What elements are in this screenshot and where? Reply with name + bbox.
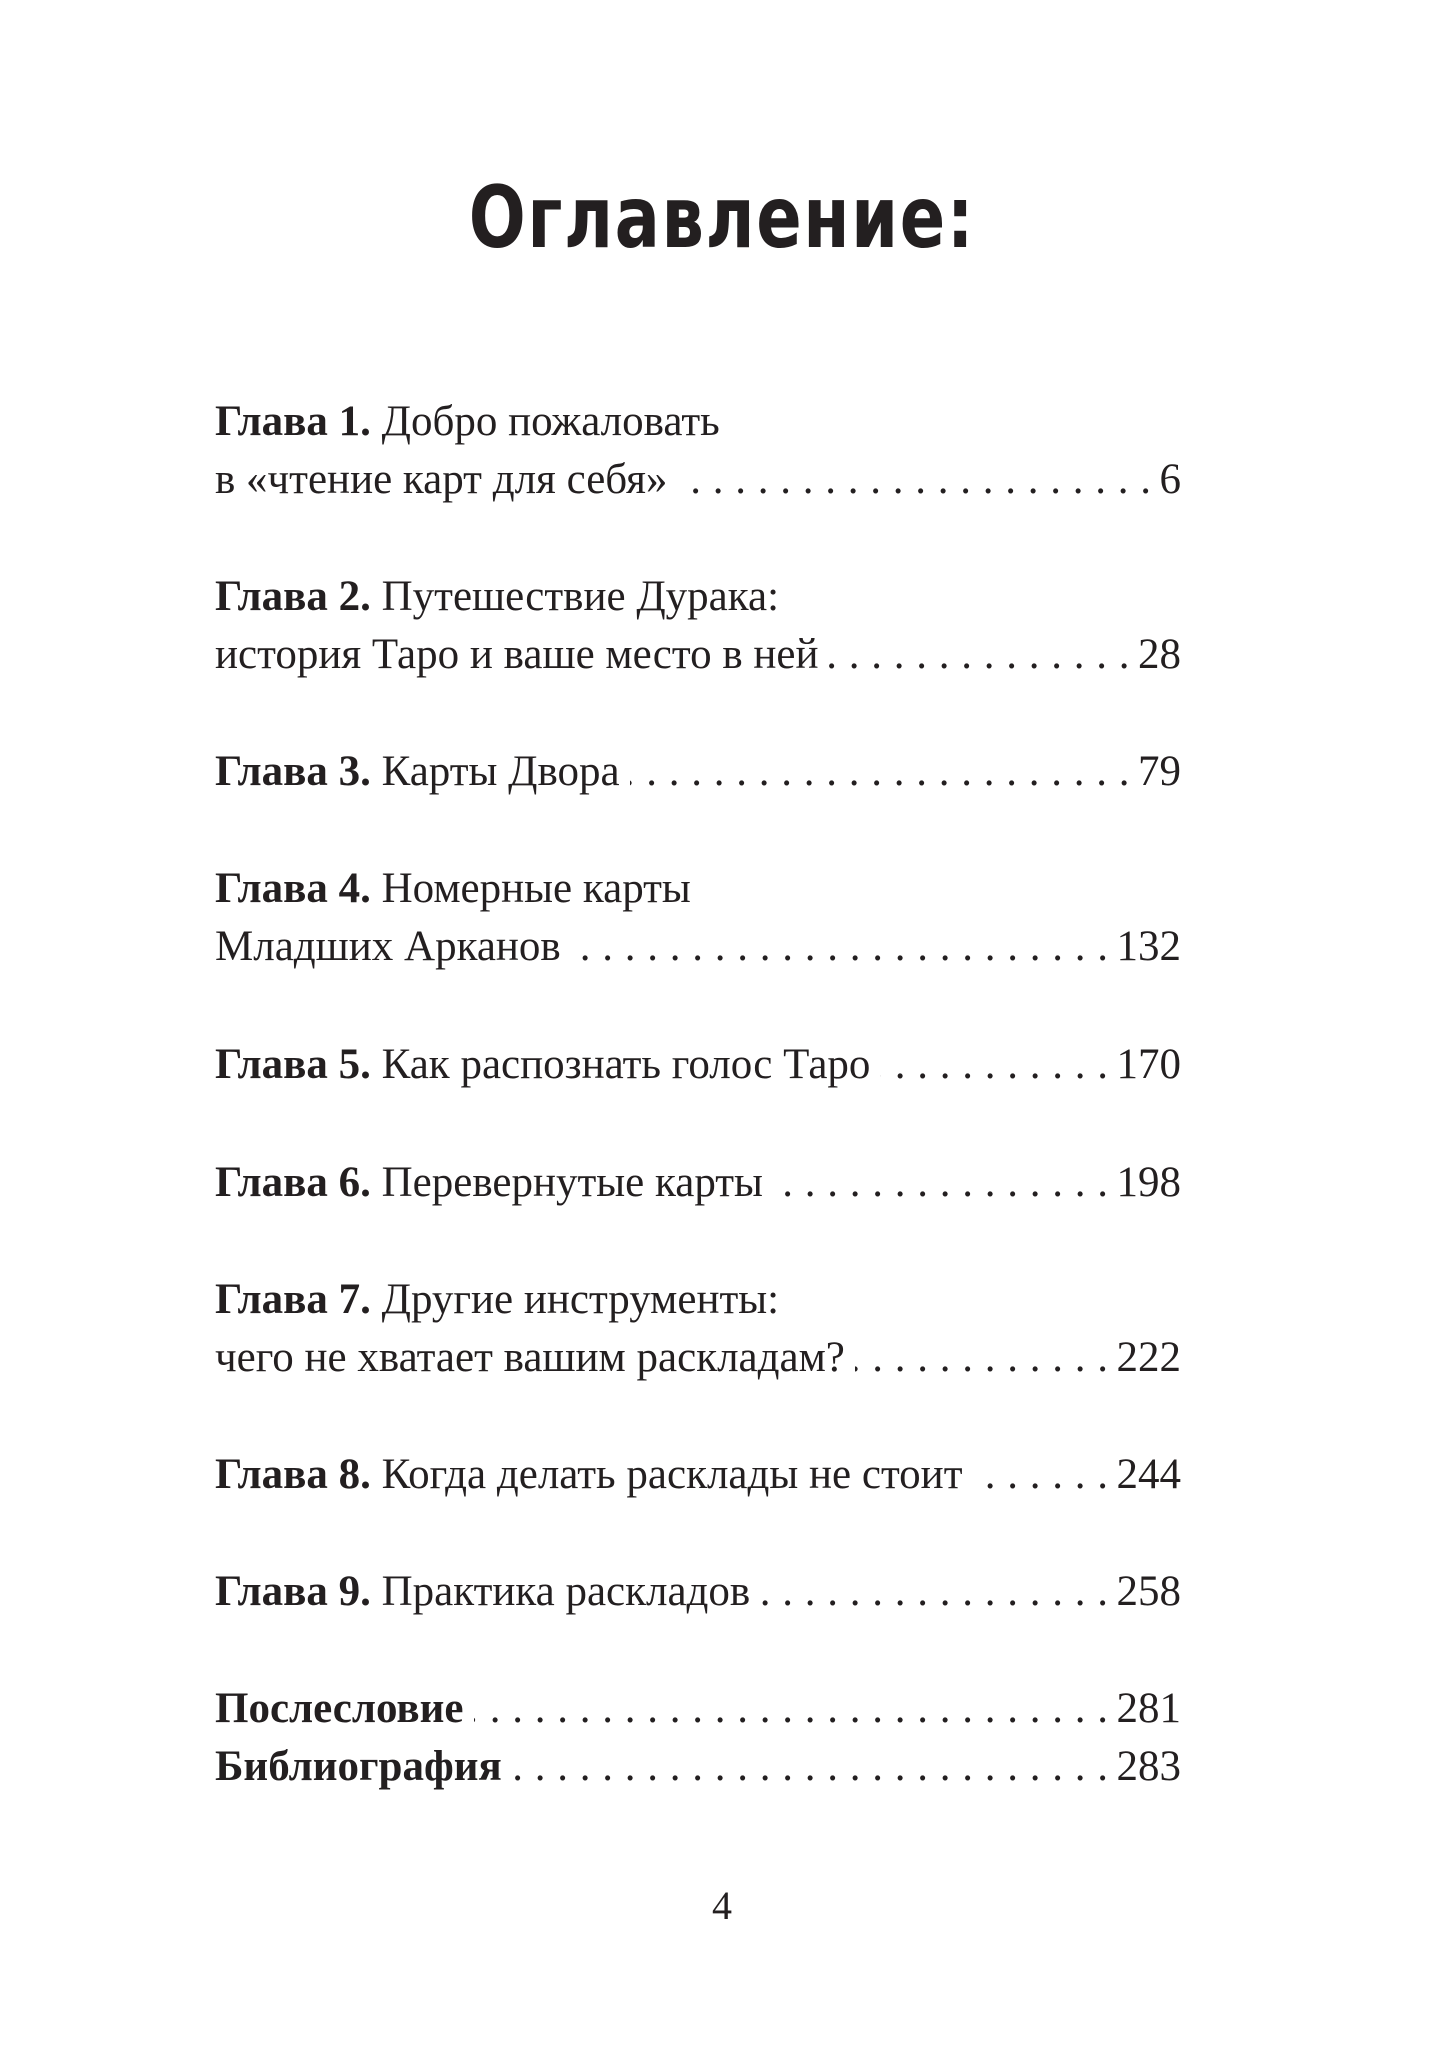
page-ref: 258 bbox=[1116, 1568, 1181, 1615]
page-ref: 283 bbox=[1116, 1743, 1181, 1790]
chapter-title-line-2: в «чтение карт для себя» bbox=[215, 456, 668, 503]
chapter-title-line-1: Другие инструменты: bbox=[381, 1276, 780, 1323]
toc-entry-chapter-1[interactable] bbox=[215, 393, 1181, 509]
toc-entry-chapter-3[interactable] bbox=[215, 743, 1181, 801]
toc-entry-chapter-2[interactable] bbox=[215, 568, 1181, 684]
dot-leader bbox=[760, 1563, 1108, 1621]
chapter-label: Глава 4. bbox=[215, 865, 371, 912]
toc-entry-chapter-5[interactable] bbox=[215, 1036, 1181, 1094]
dot-leader bbox=[855, 1329, 1109, 1387]
page-ref: 281 bbox=[1116, 1685, 1181, 1732]
page-ref: 132 bbox=[1116, 923, 1181, 970]
dot-leader bbox=[630, 743, 1130, 801]
chapter-label: Глава 8. bbox=[215, 1451, 371, 1498]
section-label: Библиография bbox=[215, 1743, 502, 1790]
page-ref: 222 bbox=[1116, 1334, 1181, 1381]
chapter-label: Глава 9. bbox=[215, 1568, 371, 1615]
page-number: 4 bbox=[712, 1883, 732, 1928]
page-ref: 79 bbox=[1138, 748, 1181, 795]
dot-leader bbox=[677, 451, 1151, 509]
chapter-label: Глава 1. bbox=[215, 398, 371, 445]
page-ref: 198 bbox=[1116, 1159, 1181, 1206]
chapter-title-line-1: Добро пожаловать bbox=[381, 398, 720, 445]
toc-entry-chapter-7[interactable] bbox=[215, 1271, 1181, 1387]
chapter-title: Как распознать голос Таро bbox=[381, 1041, 871, 1088]
chapter-title: Перевернутые карты bbox=[381, 1159, 763, 1206]
chapter-title-line-2: чего не хватает вашим раскладам? bbox=[215, 1334, 845, 1381]
toc-entry-chapter-9[interactable] bbox=[215, 1563, 1181, 1621]
toc-entry-afterword[interactable] bbox=[215, 1680, 1181, 1738]
dot-leader bbox=[474, 1680, 1109, 1738]
chapter-title-line-1: Номерные карты bbox=[381, 865, 691, 912]
chapter-label: Глава 2. bbox=[215, 573, 371, 620]
dot-leader bbox=[973, 1446, 1109, 1504]
page-title: Оглавление: bbox=[468, 168, 976, 268]
toc-entry-bibliography[interactable] bbox=[215, 1738, 1181, 1796]
toc-entry-chapter-4[interactable] bbox=[215, 860, 1181, 976]
dot-leader bbox=[880, 1036, 1108, 1094]
chapter-title: Когда делать расклады не стоит bbox=[381, 1451, 963, 1498]
page-ref: 6 bbox=[1159, 456, 1181, 503]
chapter-label: Глава 5. bbox=[215, 1041, 371, 1088]
chapter-title-line-1: Путешествие Дурака: bbox=[381, 573, 780, 620]
dot-leader bbox=[512, 1738, 1109, 1796]
section-label: Послесловие bbox=[215, 1685, 464, 1732]
dot-leader bbox=[773, 1154, 1109, 1212]
chapter-title: Карты Двора bbox=[381, 748, 620, 795]
chapter-title: Практика раскладов bbox=[381, 1568, 751, 1615]
chapter-title-line-2: Младших Арканов bbox=[215, 923, 561, 970]
page-ref: 28 bbox=[1138, 631, 1181, 678]
chapter-title-line-2: история Таро и ваше место в ней bbox=[215, 631, 819, 678]
dot-leader bbox=[829, 626, 1130, 684]
toc-entry-chapter-6[interactable] bbox=[215, 1154, 1181, 1212]
chapter-label: Глава 6. bbox=[215, 1159, 371, 1206]
dot-leader bbox=[571, 918, 1109, 976]
page-ref: 244 bbox=[1116, 1451, 1181, 1498]
toc-entry-chapter-8[interactable] bbox=[215, 1446, 1181, 1504]
page-ref: 170 bbox=[1116, 1041, 1181, 1088]
chapter-label: Глава 3. bbox=[215, 748, 371, 795]
chapter-label: Глава 7. bbox=[215, 1276, 371, 1323]
